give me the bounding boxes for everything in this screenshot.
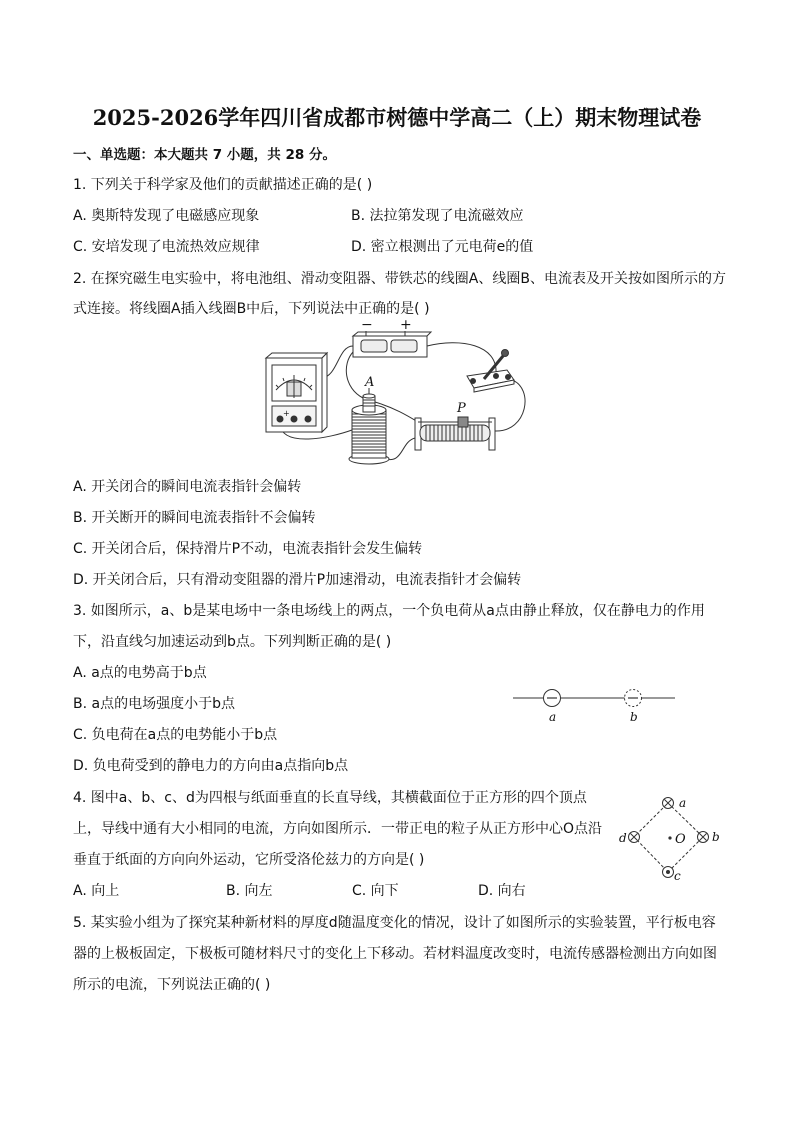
coil-a <box>363 388 375 412</box>
section-heading: 一、单选题：本大题共 7 小题，共 28 分。 <box>73 147 336 163</box>
question-4-option-b: B. 向左 <box>226 883 273 899</box>
question-2-stem-line-2: 式连接。将线圈A插入线圈B中后，下列说法中正确的是( ) <box>73 301 430 317</box>
slider-p-label: P <box>457 401 466 416</box>
question-1-option-a: A. 奥斯特发现了电磁感应现象 <box>73 208 260 224</box>
question-2-option-b: B. 开关断开的瞬间电流表指针不会偏转 <box>73 510 316 526</box>
four-wires-figure <box>615 790 725 886</box>
question-5-stem-line-1: 5. 某实验小组为了探究某种新材料的厚度d随温度变化的情况，设计了如图所示的实验装置，平行板电容 <box>73 915 716 931</box>
question-4-option-a: A. 向上 <box>73 883 120 899</box>
battery-minus-label: − <box>361 317 373 333</box>
question-4-stem-line-1: 4. 图中a、b、c、d为四根与纸面垂直的长直导线，其横截面位于正方形的四个顶点 <box>73 790 587 806</box>
question-1-stem: 1. 下列关于科学家及他们的贡献描述正确的是( ) <box>73 177 373 193</box>
galvanometer <box>266 353 327 432</box>
battery-pack <box>353 331 431 357</box>
coil-b <box>349 405 389 464</box>
question-1-option-c: C. 安培发现了电流热效应规律 <box>73 239 260 255</box>
question-3-stem-line-2: 下，沿直线匀加速运动到b点。下列判断正确的是( ) <box>73 634 392 650</box>
question-4-option-d: D. 向右 <box>478 883 526 899</box>
wire <box>495 380 525 431</box>
question-1-option-b: B. 法拉第发现了电流磁效应 <box>351 208 524 224</box>
center-o-label: O <box>675 832 686 847</box>
question-3-option-d: D. 负电荷受到的静电力的方向由a点指向b点 <box>73 758 349 774</box>
rheostat <box>415 417 495 450</box>
point-b-label: b <box>630 710 638 724</box>
point-a-label: a <box>549 710 557 724</box>
wire-d-label: d <box>619 831 627 845</box>
question-2-stem-line-1: 2. 在探究磁生电实验中，将电池组、滑动变阻器、带铁芯的线圈A、线圈B、电流表及开关按如图所示的方 <box>73 271 726 287</box>
wire-b-label: b <box>712 830 720 844</box>
wire-c-label: c <box>674 869 681 883</box>
question-4-stem-line-3: 垂直于纸面的方向向外运动，它所受洛伦兹力的方向是( ) <box>73 852 425 868</box>
center-o-dot <box>668 836 671 839</box>
wire <box>346 352 363 398</box>
exam-title: 2025-2026学年四川省成都市树德中学高二（上）期末物理试卷 <box>92 105 702 130</box>
question-5-stem-line-2: 器的上极板固定，下极板可随材料尺寸的变化上下移动。若材料温度改变时，电流传感器检测出方向如图 <box>73 946 717 962</box>
question-4-option-c: C. 向下 <box>352 883 399 899</box>
question-3-stem-line-1: 3. 如图所示，a、b是某电场中一条电场线上的两点，一个负电荷从a点由静止释放，仅在静电力的作用 <box>73 603 705 619</box>
question-1-option-d: D. 密立根测出了元电荷e的值 <box>351 239 534 255</box>
wire <box>427 343 496 374</box>
electric-field-line-figure <box>505 685 685 727</box>
wire-a-label: a <box>679 796 687 810</box>
question-2-option-d: D. 开关闭合后，只有滑动变阻器的滑片P加速滑动，电流表指针才会偏转 <box>73 572 522 588</box>
question-2-option-c: C. 开关闭合后，保持滑片P不动，电流表指针会发生偏转 <box>73 541 423 557</box>
question-5-stem-line-3: 所示的电流，下列说法正确的( ) <box>73 977 271 993</box>
question-3-option-b: B. a点的电场强度小于b点 <box>73 696 235 712</box>
question-3-option-c: C. 负电荷在a点的电势能小于b点 <box>73 727 278 743</box>
battery-plus-label: + <box>400 317 412 333</box>
coil-a-label: A <box>365 375 375 390</box>
question-2-option-a: A. 开关闭合的瞬间电流表指针会偏转 <box>73 479 302 495</box>
question-3-option-a: A. a点的电势高于b点 <box>73 665 207 681</box>
circuit-figure <box>260 318 530 466</box>
meter-plus-label: + <box>283 409 290 418</box>
question-4-stem-line-2: 上，导线中通有大小相同的电流，方向如图所示．一带正电的粒子从正方形中心O点沿 <box>73 821 603 837</box>
